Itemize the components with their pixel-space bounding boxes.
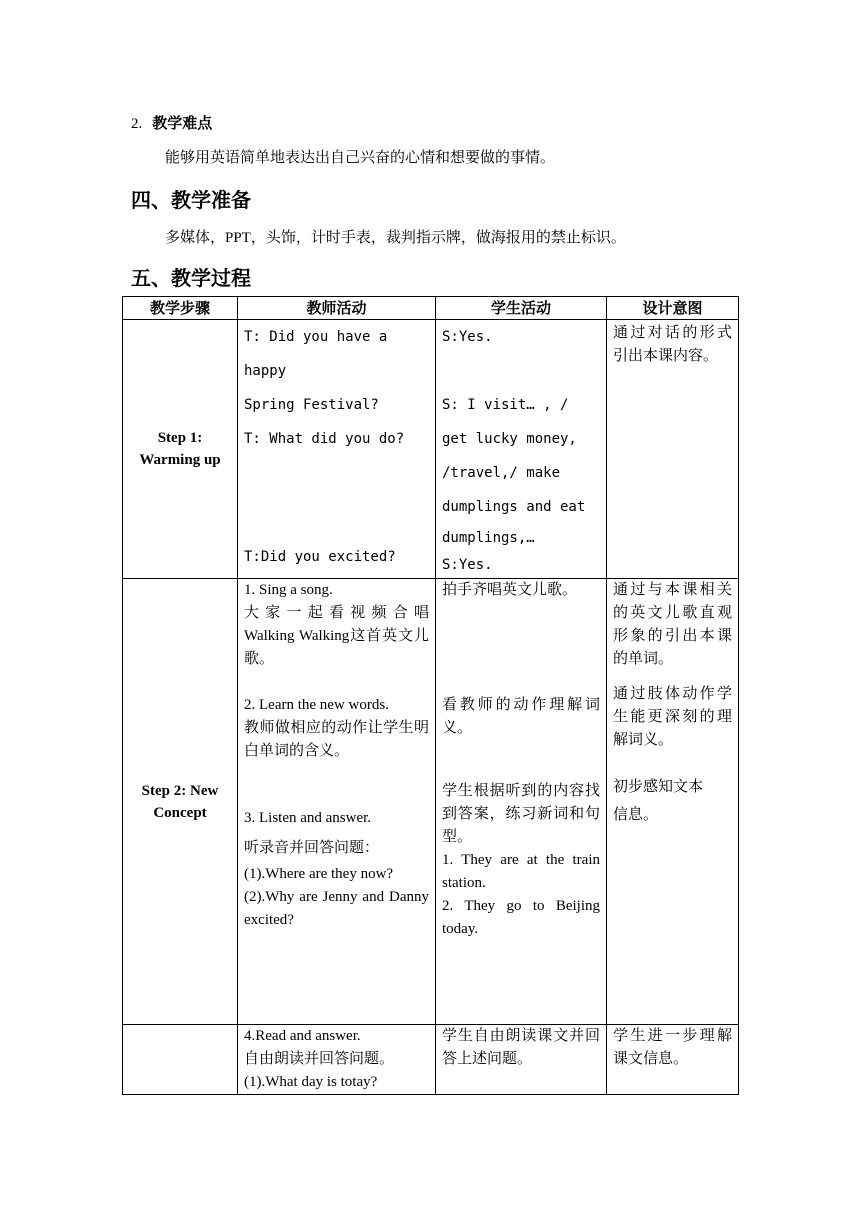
step2-student bbox=[436, 579, 607, 1025]
step1-student-line: S: I visit… , / bbox=[442, 397, 569, 413]
table-header-row bbox=[123, 297, 739, 320]
step1-teacher bbox=[238, 320, 436, 579]
step3-teacher-line: 自由朗读并回答问题。 bbox=[244, 1051, 395, 1067]
step2-teacher-line: 2. Learn the new words. bbox=[244, 697, 389, 713]
difficulty-title: 教学难点 bbox=[152, 116, 213, 132]
step1-student bbox=[436, 320, 607, 579]
difficulty-text: 能够用英语简单地表达出自己兴奋的心情和想要做的事情。 bbox=[165, 150, 556, 166]
difficulty-heading bbox=[131, 112, 212, 133]
step2-student-line: 1. They are at the train station. bbox=[442, 852, 600, 891]
step1-design: 通过对话的形式引出本课内容。 bbox=[607, 320, 739, 579]
step2-label bbox=[123, 579, 238, 1025]
step2-student-line: 拍手齐唱英文儿歌。 bbox=[442, 582, 578, 598]
table-row-step3 bbox=[123, 1025, 739, 1095]
step2-teacher bbox=[238, 579, 436, 1025]
lesson-plan-table bbox=[122, 296, 739, 1095]
step2-teacher-line: 教师做相应的动作让学生明白单词的含义。 bbox=[244, 720, 429, 759]
step1-teacher-line: T: Did you have a happy bbox=[244, 329, 388, 379]
step2-teacher-line: 大家一起看视频合唱Walking Walking这首英文儿歌。 bbox=[244, 605, 429, 667]
step1-teacher-line: T:Did you excited? bbox=[244, 549, 396, 565]
step2-design-line: 通过肢体动作学生能更深刻的理解词义。 bbox=[613, 686, 732, 748]
step1-student-line: dumplings,… bbox=[442, 530, 535, 546]
process-heading: 五、教学过程 bbox=[131, 266, 251, 290]
step2-teacher-line: 1. Sing a song. bbox=[244, 582, 333, 598]
step2-label-line1: Step 2: New bbox=[141, 782, 219, 799]
step2-label-line2: Concept bbox=[153, 804, 207, 821]
step2-teacher-line: (1).Where are they now? bbox=[244, 866, 394, 882]
step1-student-line: S:Yes. bbox=[442, 329, 493, 345]
step2-teacher-line: (2).Why are Jenny and Danny excited? bbox=[244, 889, 429, 928]
difficulty-number: 2. bbox=[131, 116, 143, 132]
step1-teacher-line: T: What did you do? bbox=[244, 431, 405, 447]
step1-student-line: S:Yes. bbox=[442, 557, 493, 573]
step1-label-line1: Step 1: bbox=[157, 430, 203, 446]
step1-label bbox=[123, 320, 238, 579]
step1-student-line: /travel,/ make bbox=[442, 465, 561, 481]
preparation-text: 多媒体，PPT，头饰，计时手表，裁判指示牌，做海报用的禁止标识。 bbox=[165, 230, 626, 246]
step1-teacher-line: Spring Festival? bbox=[244, 397, 379, 413]
step2-design-line: 信息。 bbox=[613, 807, 659, 823]
header-design: 设计意图 bbox=[607, 297, 739, 320]
step3-teacher bbox=[238, 1025, 436, 1095]
header-step: 教学步骤 bbox=[123, 297, 238, 320]
step2-teacher-line: 听录音并回答问题： bbox=[244, 840, 380, 856]
step3-student: 学生自由朗读课文并回答上述问题。 bbox=[436, 1025, 607, 1095]
header-student: 学生活动 bbox=[436, 297, 607, 320]
preparation-heading: 四、教学准备 bbox=[131, 188, 251, 212]
step3-design: 学生进一步理解课文信息。 bbox=[607, 1025, 739, 1095]
step1-label-line2: Warming up bbox=[139, 452, 221, 468]
header-teacher: 教师活动 bbox=[238, 297, 436, 320]
step2-design bbox=[607, 579, 739, 1025]
step2-student-line: 2. They go to Beijing today. bbox=[442, 898, 600, 937]
step3-teacher-line: 4.Read and answer. bbox=[244, 1028, 361, 1044]
table-row-step2 bbox=[123, 579, 739, 1025]
step3-label bbox=[123, 1025, 238, 1095]
step1-student-line: dumplings and eat bbox=[442, 499, 586, 515]
table-row-step1 bbox=[123, 320, 739, 579]
step2-design-line: 通过与本课相关的英文儿歌直观形象的引出本课的单词。 bbox=[613, 582, 732, 667]
step2-design-line: 初步感知文本 bbox=[613, 779, 704, 795]
step3-teacher-line: (1).What day is totay? bbox=[244, 1074, 378, 1090]
step2-teacher-line: 3. Listen and answer. bbox=[244, 810, 372, 826]
step2-student-line: 看教师的动作理解词义。 bbox=[442, 697, 600, 736]
step2-student-line: 学生根据听到的内容找到答案，练习新词和句型。 bbox=[442, 783, 600, 845]
step1-student-line: get lucky money, bbox=[442, 431, 577, 447]
